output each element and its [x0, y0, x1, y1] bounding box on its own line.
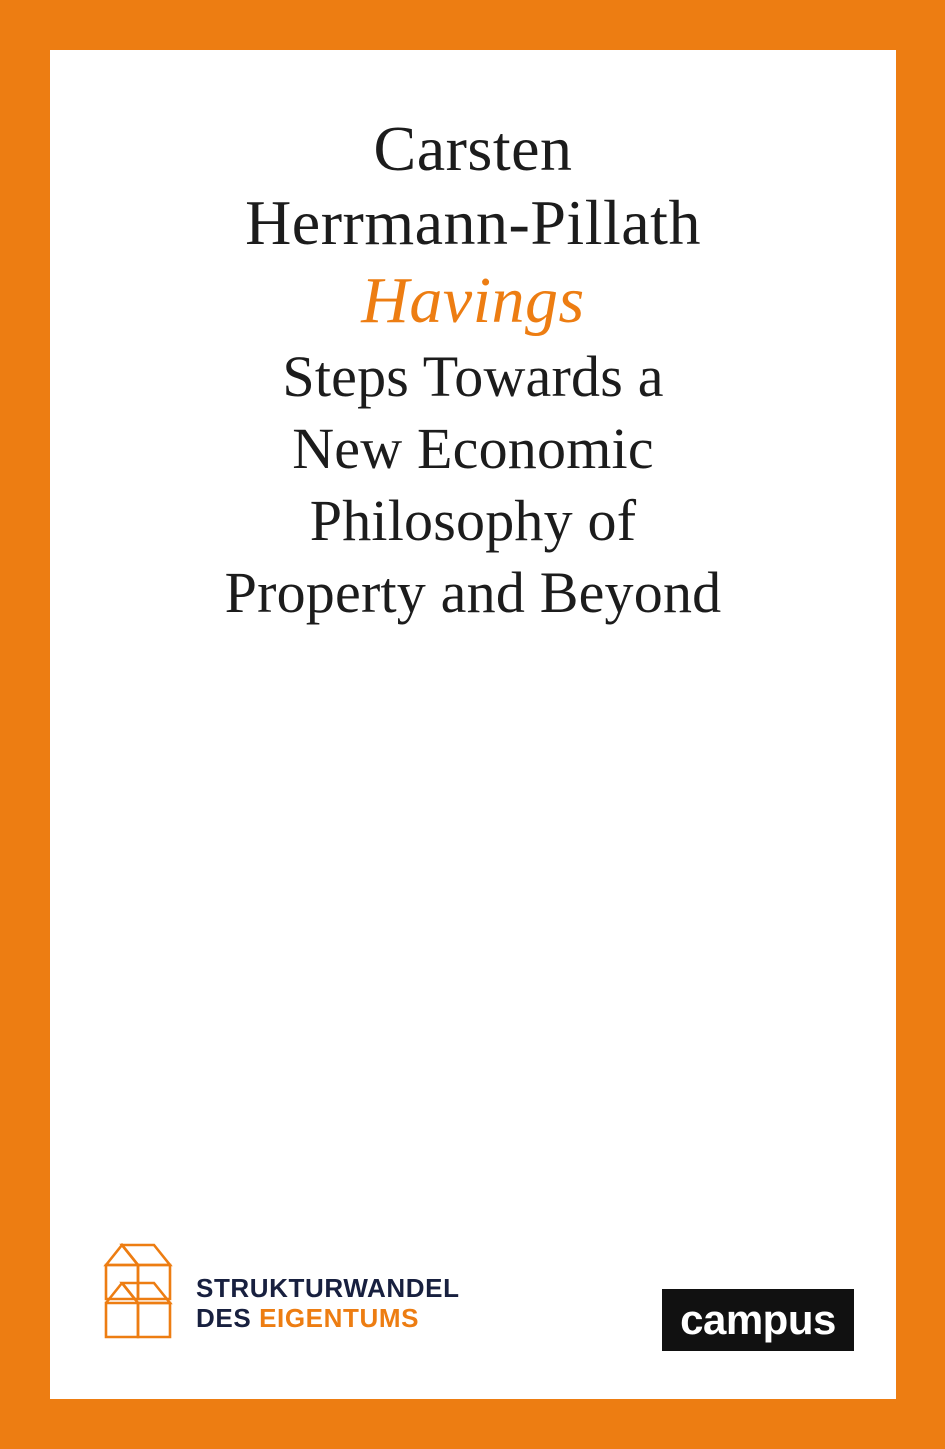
book-title: Havings — [361, 264, 585, 337]
strukturwandel-cube-icon — [92, 1241, 188, 1341]
subtitle-line-1: Steps Towards a — [282, 344, 664, 409]
author-name-line-1: Carsten — [373, 113, 573, 184]
series-title-des: DES — [196, 1303, 260, 1333]
publisher-logo: campus — [662, 1289, 854, 1351]
title-block — [50, 112, 896, 628]
cover-page — [50, 50, 896, 1399]
author-name-line-2: Herrmann-Pillath — [245, 187, 701, 258]
subtitle-line-3: Philosophy of — [309, 488, 637, 553]
series-text — [196, 1273, 460, 1333]
subtitle-line-4: Property and Beyond — [224, 560, 722, 625]
series-title-line-2 — [196, 1303, 460, 1333]
series-logo — [92, 1241, 492, 1351]
series-title-eigentums: EIGENTUMS — [259, 1303, 420, 1333]
series-title-line-1: STRUKTURWANDEL — [196, 1273, 460, 1303]
subtitle-line-2: New Economic — [292, 416, 654, 481]
